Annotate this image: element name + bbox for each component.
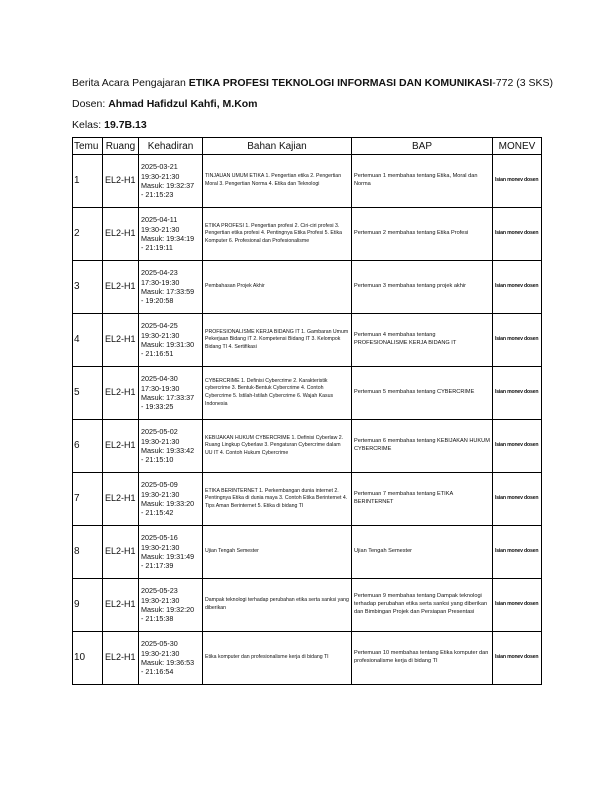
attendance-cell	[139, 314, 203, 367]
table-row	[73, 420, 542, 473]
session-time: 19:30-21:30	[141, 648, 180, 658]
room-cell: EL2-H1	[103, 261, 139, 314]
session-date: 2025-04-23	[141, 268, 178, 278]
session-date: 2025-04-11	[141, 215, 178, 225]
table-row	[73, 367, 542, 420]
table-row	[73, 473, 542, 526]
session-time: 19:30-21:30	[141, 224, 180, 234]
session-date: 2025-05-09	[141, 480, 178, 490]
session-date: 2025-03-21	[141, 162, 178, 172]
col-header-bap: BAP	[352, 138, 493, 155]
bap-cell: Pertemuan 7 membahas tentang ETIKA BERINTERNET	[352, 473, 493, 526]
check-out-time: - 21:16:54	[141, 667, 174, 677]
room-cell: EL2-H1	[103, 314, 139, 367]
topic-cell: TINJAUAN UMUM ETIKA 1. Pengertian etika 2. Pengertian Moral 3. Pengertian Norma 4. Etika dan Teknologi	[203, 155, 352, 208]
attendance-cell	[139, 261, 203, 314]
attendance-table	[72, 137, 542, 685]
check-in-time: Masuk: 19:31:30	[141, 340, 195, 349]
course-code: -772 (3 SKS)	[492, 77, 553, 89]
session-date: 2025-04-30	[141, 374, 178, 384]
check-in-time: Masuk: 19:32:20	[141, 605, 195, 614]
room-cell: EL2-H1	[103, 526, 139, 579]
temu-cell: 10	[73, 632, 103, 685]
check-out-time: - 21:16:51	[141, 349, 174, 359]
table-row	[73, 261, 542, 314]
lecturer-name: Ahmad Hafidzul Kahfi, M.Kom	[108, 98, 258, 110]
check-out-time: - 19:20:58	[141, 296, 174, 306]
lecturer-label: Dosen:	[72, 98, 109, 110]
table-row	[73, 155, 542, 208]
temu-cell: 7	[73, 473, 103, 526]
class-line	[72, 119, 147, 131]
attendance-cell	[139, 155, 203, 208]
check-out-time: - 21:15:10	[141, 455, 174, 465]
topic-cell: KEBIJAKAN HUKUM CYBERCRIME 1. Definisi Cyberlaw 2. Ruang Lingkup Cyberlaw 3. Pengaturan Cybercrime dalam UU IT 4. Contoh Hukum Cybercrime	[203, 420, 352, 473]
table-row	[73, 314, 542, 367]
check-out-time: - 21:15:38	[141, 614, 174, 624]
monev-link[interactable]: Isian monev dosen	[493, 261, 542, 314]
room-cell: EL2-H1	[103, 208, 139, 261]
session-date: 2025-05-16	[141, 533, 178, 543]
monev-link[interactable]: Isian monev dosen	[493, 579, 542, 632]
topic-cell: ETIKA PROFESI 1. Pengertian profesi 2. Ciri-ciri profesi 3. Pengertian etika profesi 4. Pentingnya Etika Profesi 5. Etika Komputer 6. Profesional dan Profesionalisme	[203, 208, 352, 261]
check-in-time: Masuk: 19:34:19	[141, 234, 195, 243]
attendance-cell	[139, 367, 203, 420]
table-header-row	[73, 138, 542, 155]
topic-cell: Dampak teknologi terhadap perubahan etika serta sanksi yang diberikan	[203, 579, 352, 632]
monev-link[interactable]: Isian monev dosen	[493, 632, 542, 685]
room-cell: EL2-H1	[103, 155, 139, 208]
check-out-time: - 21:19:11	[141, 243, 173, 253]
col-header-temu: Temu	[73, 138, 103, 155]
class-code: 19.7B.13	[104, 119, 147, 131]
bap-cell: Pertemuan 5 membahas tentang CYBERCRIME	[352, 367, 493, 420]
monev-link[interactable]: Isian monev dosen	[493, 526, 542, 579]
bap-cell: Pertemuan 4 membahas tentang PROFESIONALISME KERJA BIDANG IT	[352, 314, 493, 367]
topic-cell: Pembahasan Projek Akhir	[203, 261, 352, 314]
topic-cell: Etika komputer dan profesionalisme kerja di bidang TI	[203, 632, 352, 685]
report-title-line	[72, 77, 553, 89]
table-row	[73, 526, 542, 579]
session-time: 19:30-21:30	[141, 489, 180, 499]
bap-cell: Pertemuan 3 membahas tentang projek akhir	[352, 261, 493, 314]
temu-cell: 4	[73, 314, 103, 367]
check-out-time: - 21:17:39	[141, 561, 174, 571]
session-date: 2025-04-25	[141, 321, 178, 331]
monev-link[interactable]: Isian monev dosen	[493, 208, 542, 261]
check-out-time: - 19:33:25	[141, 402, 174, 412]
check-in-time: Masuk: 19:31:49	[141, 552, 195, 561]
topic-cell: CYBERCRIME 1. Definisi Cybercrime 2. Karakteristik cybercrime 3. Bentuk-Bentuk Cybercrime 4. Contoh Cybercrime 5. Istilah-Istilah Cybercrime 6. Wajah Kasus Indonesia	[203, 367, 352, 420]
session-time: 19:30-21:30	[141, 595, 180, 605]
attendance-cell	[139, 632, 203, 685]
col-header-bahan-kajian: Bahan Kajian	[203, 138, 352, 155]
check-in-time: Masuk: 19:33:20	[141, 499, 195, 508]
temu-cell: 3	[73, 261, 103, 314]
monev-link[interactable]: Isian monev dosen	[493, 473, 542, 526]
room-cell: EL2-H1	[103, 367, 139, 420]
session-time: 17:30-19:30	[141, 383, 180, 393]
check-in-time: Masuk: 19:32:37	[141, 181, 195, 190]
temu-cell: 5	[73, 367, 103, 420]
check-in-time: Masuk: 19:33:42	[141, 446, 195, 455]
room-cell: EL2-H1	[103, 579, 139, 632]
room-cell: EL2-H1	[103, 420, 139, 473]
class-label: Kelas:	[72, 119, 105, 131]
title-prefix: Berita Acara Pengajaran	[72, 77, 189, 89]
attendance-cell	[139, 420, 203, 473]
table-row	[73, 208, 542, 261]
temu-cell: 9	[73, 579, 103, 632]
check-in-time: Masuk: 17:33:37	[141, 393, 195, 402]
bap-cell: Pertemuan 10 membahas tentang Etika komputer dan profesionalisme kerja di bidang TI	[352, 632, 493, 685]
monev-link[interactable]: Isian monev dosen	[493, 420, 542, 473]
check-in-time: Masuk: 17:33:59	[141, 287, 195, 296]
topic-cell: PROFESIONALISME KERJA BIDANG IT 1. Gambaran Umum Pekerjaan Bidang IT 2. Kompetensi Bidang IT 3. Kelompok Bidang TI 4. Sertifikasi	[203, 314, 352, 367]
check-out-time: - 21:15:42	[141, 508, 174, 518]
session-date: 2025-05-30	[141, 639, 178, 649]
session-date: 2025-05-02	[141, 427, 178, 437]
temu-cell: 6	[73, 420, 103, 473]
session-time: 19:30-21:30	[141, 436, 180, 446]
col-header-ruang: Ruang	[103, 138, 139, 155]
check-out-time: - 21:15:23	[141, 190, 174, 200]
room-cell: EL2-H1	[103, 473, 139, 526]
session-date: 2025-05-23	[141, 586, 178, 596]
table-row	[73, 579, 542, 632]
session-time: 19:30-21:30	[141, 542, 180, 552]
temu-cell: 1	[73, 155, 103, 208]
bap-cell: Pertemuan 1 membahas tentang Etika, Moral dan Norma	[352, 155, 493, 208]
bap-cell: Pertemuan 6 membahas tentang KEBIJAKAN HUKUM CYBERCRIME	[352, 420, 493, 473]
monev-link[interactable]: Isian monev dosen	[493, 367, 542, 420]
col-header-monev: MONEV	[493, 138, 542, 155]
bap-cell: Pertemuan 9 membahas tentang Dampak teknologi terhadap perubahan etika serta sanksi yang diberikan dan Bimbingan Projek dan Persiapan Presentasi	[352, 579, 493, 632]
temu-cell: 2	[73, 208, 103, 261]
attendance-cell	[139, 579, 203, 632]
attendance-cell	[139, 526, 203, 579]
lecturer-line	[72, 98, 258, 110]
monev-link[interactable]: Isian monev dosen	[493, 314, 542, 367]
room-cell: EL2-H1	[103, 632, 139, 685]
course-name: ETIKA PROFESI TEKNOLOGI INFORMASI DAN KOMUNIKASI	[188, 77, 493, 89]
session-time: 19:30-21:30	[141, 171, 180, 181]
session-time: 19:30-21:30	[141, 330, 180, 340]
topic-cell: ETIKA BERINTERNET 1. Perkembangan dunia internet 2. Pentingnya Etika di dunia maya 3. Contoh Etika Berinternet 4. Tips Aman Berinternet 5. Etika di bidang TI	[203, 473, 352, 526]
monev-link[interactable]: Isian monev dosen	[493, 155, 542, 208]
bap-cell: Pertemuan 2 membahas tentang Etika Profesi	[352, 208, 493, 261]
attendance-cell	[139, 208, 203, 261]
temu-cell: 8	[73, 526, 103, 579]
session-time: 17:30-19:30	[141, 277, 180, 287]
topic-cell: Ujian Tengah Semester	[203, 526, 352, 579]
col-header-kehadiran: Kehadiran	[139, 138, 203, 155]
table-row	[73, 632, 542, 685]
check-in-time: Masuk: 19:36:53	[141, 658, 195, 667]
bap-cell: Ujian Tengah Semester	[352, 526, 493, 579]
attendance-cell	[139, 473, 203, 526]
